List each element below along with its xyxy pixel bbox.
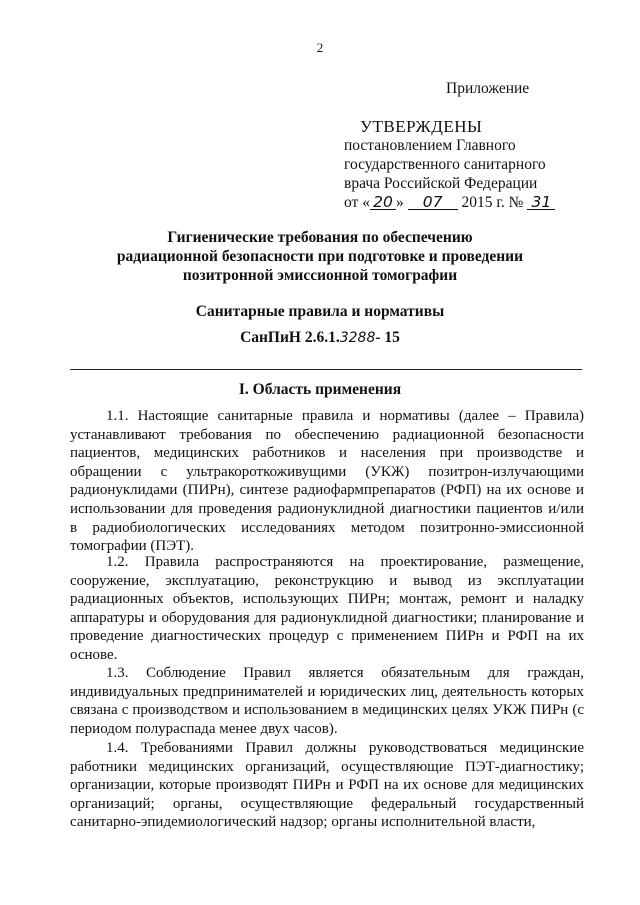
sanpin-code-handwritten: 3288 xyxy=(339,330,376,346)
document-title xyxy=(0,228,640,285)
rules-label: Санитарные правила и нормативы xyxy=(195,303,445,320)
approval-line-3: врача Российской Федерации xyxy=(344,175,538,192)
decree-number: 31 xyxy=(527,195,555,210)
decree-month: 07 xyxy=(408,195,458,210)
paragraph-1-2: 1.2. Правила распространяются на проектирование, размещение, сооружение, эксплуатацию, реконструкцию и вывод из эксплуатации радиационных объектов, использующих ПИРн; монтаж, ремонт и наладку аппаратуры и оборудования для радионуклидной диагностики; планирование и проведение диагностических процедур с применением ПИРн и РФП на их основе. xyxy=(70,554,584,663)
title-line-2: радиационной безопасности при подготовке и проведении xyxy=(116,248,524,265)
sanpin-code xyxy=(0,329,640,347)
decree-year: 2015 г. № xyxy=(457,194,528,211)
approval-line-1: постановлением Главного xyxy=(344,137,516,154)
decree-prefix: от « xyxy=(344,194,370,211)
decree-date-line xyxy=(344,194,555,212)
sanpin-code-suffix: - 15 xyxy=(375,329,400,346)
decree-mid: » xyxy=(395,194,408,211)
approval-line-2: государственного санитарного xyxy=(344,156,546,173)
paragraph-1-3: 1.3. Соблюдение Правил является обязательным для граждан, индивидуальных предпринимателей и юридических лиц, деятельность которых связана с производством и использованием в медицинских целях УКЖ ПИРн (с периодом полураспада менее двух часов). xyxy=(70,665,584,737)
decree-day: 20 xyxy=(370,195,396,210)
title-line-1: Гигиенические требования по обеспечению xyxy=(167,229,473,246)
title-line-3: позитронной эмиссионной томографии xyxy=(182,267,458,284)
sanpin-code-prefix: СанПиН 2.6.1. xyxy=(240,329,340,346)
annex-label: Приложение xyxy=(446,80,530,97)
title-divider xyxy=(70,369,582,370)
paragraph-1-1: 1.1. Настоящие санитарные правила и нормативы (далее – Правила) устанавливают требования по обеспечению радиационной безопасности пациентов, медицинских работников и населения при производстве и обращении с ультракороткоживущими (УКЖ) позитрон-излучающими радионуклидами (ПИРн), синтезе радиофармпрепаратов (РФП) на их основе и использовании для проведения радионуклидной диагностики пациентов и/или в радиобиологических исследованиях методом позитронно-эмиссионной томографии (ПЭТ). xyxy=(70,408,584,555)
paragraph-1-4: 1.4. Требованиями Правил должны руководствоваться медицинские работники медицинских организаций, осуществляющие ПЭТ-диагностику; организации, которые производят ПИРн и РФП на их основе для медицинских организаций; органы, осуществляющие федеральный государственный санитарно-эпидемиологический надзор; органы исполнительной власти, xyxy=(70,740,584,831)
approved-heading: УТВЕРЖДЕНЫ xyxy=(360,117,483,136)
page-number: 2 xyxy=(316,40,324,55)
section-heading: I. Область применения xyxy=(238,381,402,398)
